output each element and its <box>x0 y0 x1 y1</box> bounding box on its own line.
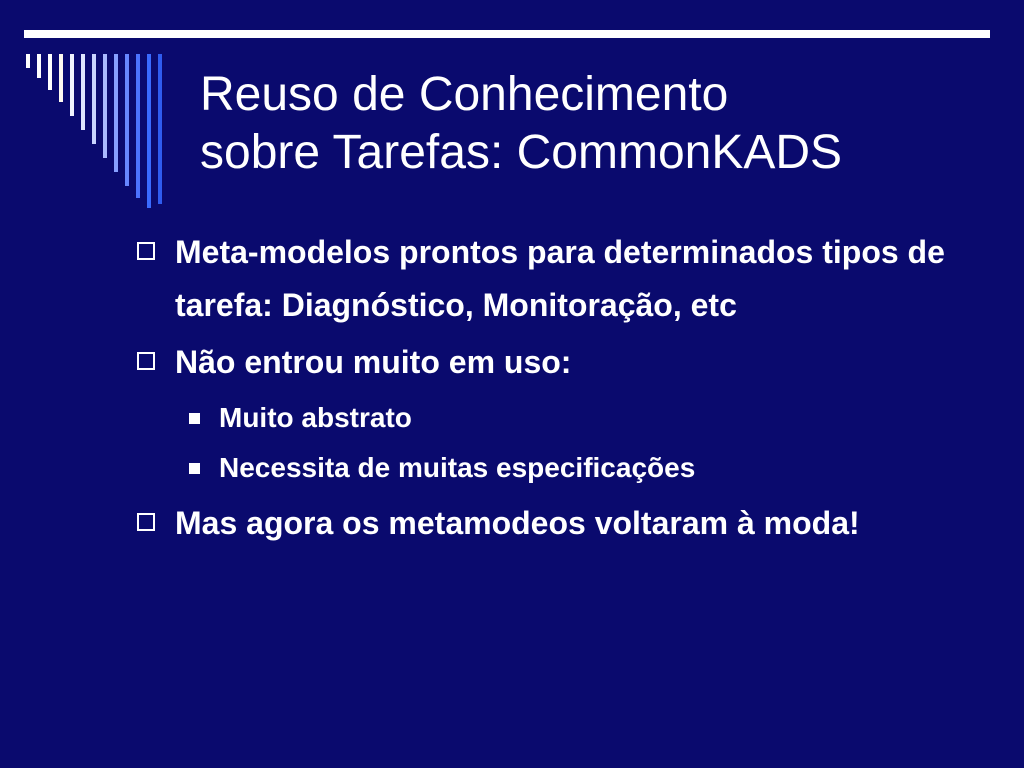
sub-bullet-item <box>137 443 997 493</box>
bullet-item <box>137 226 997 332</box>
bullet-item <box>137 497 997 550</box>
filled-square-bullet-icon <box>189 413 200 424</box>
slide-title-line-1: Reuso de Conhecimento <box>200 68 729 121</box>
sub-bullet-text: Muito abstrato <box>219 402 412 433</box>
slide-title-line-2: sobre Tarefas: CommonKADS <box>200 126 843 179</box>
decorative-stripes <box>0 0 200 220</box>
slide-title <box>200 66 1000 182</box>
sub-bullet-item <box>137 393 997 443</box>
hollow-square-bullet-icon <box>137 352 155 370</box>
hollow-square-bullet-icon <box>137 242 155 260</box>
bullet-text: Meta-modelos prontos para determinados tipos de tarefa: Diagnóstico, Monitoração, etc <box>175 234 945 323</box>
bullet-item <box>137 336 997 389</box>
sub-bullet-text: Necessita de muitas especificações <box>219 452 696 483</box>
filled-square-bullet-icon <box>189 463 200 474</box>
bullet-text: Não entrou muito em uso: <box>175 344 572 380</box>
bullet-text: Mas agora os metamodeos voltaram à moda! <box>175 505 860 541</box>
sub-bullet-group <box>137 393 997 493</box>
sub-bullet-list <box>137 393 997 493</box>
bullet-list <box>137 226 997 554</box>
hollow-square-bullet-icon <box>137 513 155 531</box>
